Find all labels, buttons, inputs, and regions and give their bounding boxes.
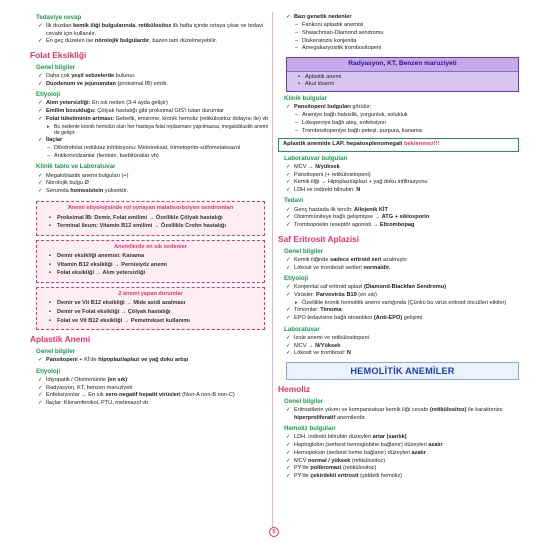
list-subitem: – Diskeratozis konjenita <box>278 38 519 45</box>
list-item: ✓ Konjenital saf eritroid aplazi (Diamond-Blackfan Sendromu) <box>278 284 519 291</box>
list-item: ✓ Lökosit ve trombosit: N <box>278 350 519 357</box>
list-item: ✓ Megaloblastik anemi bulguları (+) <box>30 173 271 180</box>
folat-title: Folat Eksikliği <box>30 49 87 60</box>
column-divider <box>272 12 273 532</box>
hemolitik-anemiler-banner <box>286 362 519 380</box>
list-item: ✓ Nörolojik bulgu Ø <box>30 180 271 187</box>
box-list <box>43 300 258 325</box>
list-item: • Folat eksikliği → Alım yetersizliği <box>43 270 258 277</box>
tedavi-list <box>278 207 519 230</box>
saf-lab-title: Laboratuvar <box>284 325 320 333</box>
box-list <box>43 215 258 231</box>
list-item: • Folat ve Vit B12 eksikliği → Pemetrekset kullanımı <box>43 318 258 325</box>
ilaclar-title: İlaçlar <box>46 137 63 144</box>
list-item: ✓ Pansitopeni bulguları görülür: <box>278 104 519 111</box>
list-item: • Demir eksikliği anemisi: Kanama <box>43 253 258 260</box>
list-subitem: – Fankoni aplastik anemisi <box>278 22 519 29</box>
saf-etiyoloji-title: Etiyoloji <box>284 274 309 282</box>
list-item: ✓ LDH ve indirekt bilirubin: N <box>278 187 519 194</box>
list-item: • Demir ve Vit B12 eksikliği → Mide asidi azalması <box>43 300 258 307</box>
warning-note <box>278 138 519 152</box>
list-item: ✓ İdiyopatik / Otoimmünite (en sık) <box>30 377 271 384</box>
klinik-bulgular-title: Klinik bulgular <box>284 95 327 103</box>
list-item: • Demir ve Folat eksikliği → Çölyak hastalığı <box>43 309 258 316</box>
list-item: • Proksimal İB: Demir, Folat emilimi → Özellikle Çölyak hastalığı <box>43 215 258 222</box>
list-item: ✓ İzole anemi ve retikülositopeni <box>278 335 519 342</box>
klinik-bulgular-list <box>278 104 519 135</box>
list-item: • Terminal ileum: Vitamin B12 emilimi → Özellikle Crohn hastalığı <box>43 223 258 230</box>
list-item: ✓ Serumda homosistein yüksektir. <box>30 188 271 195</box>
iki-anemi-box <box>36 287 265 330</box>
list-item: ✓ Daha çok yeşil sebzelerde bulunur. <box>30 73 271 80</box>
tedaviye-list <box>30 23 271 46</box>
list-item: ✓ Otoimmüniteye bağlı gelişmişse → ATG + siklosporin <box>278 214 519 221</box>
list-item: ✓ Haptoglobin (serbest hemoglobine bağlanır) düzeyleri azalır <box>278 442 519 449</box>
list-item: ✓ Alım yetersizliği: En sık neden (3-4 ayda gelişir) <box>30 100 271 107</box>
genetik-title: Bazı genetik nedenler <box>294 14 352 21</box>
list-item: • Akut lösemi <box>293 81 512 88</box>
list-item: ✓ Pansitopeni (+ retikülositopeni) <box>278 172 519 179</box>
list-subitem: – Aneniye bağlı halsizlik, yorgunluk, solukluk <box>278 112 519 119</box>
list-item: ✓ Kemik iliğinde sadece eritroid seri azalmıştır <box>278 257 519 264</box>
hemoliz-genel-list <box>278 407 519 422</box>
hemoliz-bulgu-list <box>278 434 519 480</box>
list-item: ✓ En geç düzelen ise nörolojik bulgulardır, bazen tam düzelmeyebilir. <box>30 38 271 45</box>
klinik-tablo-title: Klinik tablo ve Laboratuvar <box>36 163 116 171</box>
list-item: ✓ İlaçlar: Kloramfenikol, PTU, metimazol vb <box>30 400 271 407</box>
list-item: ✓ PY'de çekirdekli eritrosit (şiddetli hemoliz) <box>278 473 519 480</box>
list-subitem: – Amegakaryositik trombositopeni <box>278 45 519 52</box>
list-item: ✓ MCV normal / yüksek (retikülositoz) <box>278 458 519 465</box>
right-column <box>278 14 519 481</box>
tedavi-title: Tedavi <box>284 197 304 205</box>
folat-etiyoloji-list <box>30 100 271 160</box>
saf-genel-list <box>278 257 519 272</box>
hemoliz-genel-title: Genel bilgiler <box>284 398 324 406</box>
folat-genel-title: Genel bilgiler <box>36 63 76 71</box>
list-subitem: – Dihidrofolat redüktaz inhibisyonu: Metotreksat, trimetoprim-sülfometaksazol <box>30 145 271 152</box>
list-item: ✓ Kemik iliği → Hipoplazi/aplazi + yağ doku infiltrasyonu <box>278 179 519 186</box>
saf-etiyoloji-list <box>278 284 519 322</box>
list-item: ✓ Trombopoetin reseptör agonisti → Eltrombopag <box>278 222 519 229</box>
aplastik-genel-title: Genel bilgiler <box>36 348 76 356</box>
box-title: 2 anemi yapan durumlar <box>118 291 183 297</box>
radyasyon-title: Radyasyon, KT, Benzen maruziyeti <box>287 58 518 72</box>
list-item: ✓ Duodenum ve jejunumdan (proksimal İB) emilir. <box>30 81 271 88</box>
list-item: ✓ MCV → N/Yüksek <box>278 343 519 350</box>
list-item <box>30 137 271 144</box>
box-title: Anemi etiyolojisinde rol oynayan malabsorbsiyon sendromları <box>67 205 234 212</box>
malabsorbsiyon-box <box>36 201 265 236</box>
list-item: ✓ Folat tüketiminin artması: Gebelik, emzirme, kronik hemoliz (retikülositoz dolayısı ile) vb <box>30 116 271 123</box>
list-item: ✓ PY'de polikromazi (retikülositoz) <box>278 465 519 472</box>
list-item: ✓ EPO tedavisine bağlı otoantikor (Anti-EPO) gelişimi <box>278 315 519 322</box>
genetik-list <box>278 14 519 52</box>
list-item: ✓ MCV → N/yüksek <box>278 164 519 171</box>
list-item: ✓ Enfeksiyonlar → En sık sero-negatif hepatit virüsleri (Non-A non-B non-C) <box>30 392 271 399</box>
list-item: ✓ Eritrositlerin yıkımı ve kompansatuar kemik iliği cevabı (retikülositoz) ile karakterize hiperproliferatif anemilerdir. <box>278 407 519 422</box>
aplastik-etiyoloji-title: Etiyoloji <box>36 367 61 375</box>
list-subitem: – Trombositopeniye bağlı peteşi, purpura, kanama <box>278 128 519 135</box>
radyasyon-list <box>293 74 512 89</box>
left-column <box>30 14 271 408</box>
saf-lab-list <box>278 335 519 358</box>
list-subitem: ▸ Bu nedenle kronik hemolizi olan her hastaya folat replasmanı yapılmazsa, megaloblastik anemi de gelişir. <box>30 124 271 137</box>
list-item: ✓ Radyasyon, KT, benzen maruziyeti <box>30 385 271 392</box>
box-title: Anemilerde en sık nedenler <box>114 243 187 250</box>
warning-emphasis: beklenmez!!! <box>404 140 440 147</box>
warning-text: Aplastik anemide LAP, hepatosplenomegali <box>283 140 405 147</box>
hemoliz-bulgu-title: Hemoliz bulguları <box>284 425 336 433</box>
list-subitem: – Lökopeniye bağlı ateş, enfeksiyon <box>278 120 519 127</box>
folat-etiyoloji-title: Etiyoloji <box>36 91 61 99</box>
list-item: ✓ Timomlar: Timoma <box>278 307 519 314</box>
hemolitik-anemiler-title: HEMOLİTİK ANEMİLER <box>350 365 455 376</box>
page-number: 5 <box>269 527 279 537</box>
anemi-nedenler-box <box>36 240 265 283</box>
folat-genel-list <box>30 73 271 88</box>
klinik-tablo-list <box>30 173 271 196</box>
list-subitem: ▸ Özellikle kronik hemolitik anemi varlığında (Çünkü bu virüs eritroid öncülleri etkiler) <box>278 300 519 307</box>
list-item: • Aplastik anemi <box>293 74 512 81</box>
lab-bulgular-list <box>278 164 519 195</box>
saf-eritrosit-title: Saf Eritrosit Aplazisi <box>278 233 360 244</box>
saf-genel-title: Genel bilgiler <box>284 247 324 255</box>
list-item: ✓ LDH, indirekt bilirubin düzeyleri artar (sarılık) <box>278 434 519 441</box>
list-item: ✓ Hemopeksin (serbest heme bağlanır) düzeyleri azalır <box>278 450 519 457</box>
list-item: ✓ Emilim bozukluğu: Çölyak hastalığı gibi proksimal GIS'i tutan durumlar <box>30 108 271 115</box>
box-list <box>43 253 258 278</box>
list-item: ✓ Lökosit ve trombosit serileri normaldir. <box>278 265 519 272</box>
hemoliz-title: Hemoliz <box>278 384 311 395</box>
list-item: ✓ Pansitopeni + Kİ'de hipoplazi/aplazi ve yağ doku artışı <box>30 357 271 364</box>
list-item: • Vitamin B12 eksikliği → Pernisiyöz anemi <box>43 262 258 269</box>
list-item <box>278 14 519 21</box>
tedaviye-title: Tedaviye cevap <box>36 14 82 21</box>
list-subitem: – Shwachman-Diamond sendromu <box>278 30 519 37</box>
list-item: ✓ Virüsler: Parvovirüs B19 (en sık) <box>278 292 519 299</box>
list-item: ✓ İlk dozdan kemik iliği bulgularında, retikülositoz ilk hafta içinde ortaya çıkar ve tedavi cevabı için kullanılır. <box>30 23 271 38</box>
aplastik-genel-list <box>30 357 271 364</box>
lab-bulgular-title: Laboratuvar bulguları <box>284 154 348 162</box>
list-subitem: – Antikonvülzanlar (fenitoin, barbitüratlar vb) <box>30 153 271 160</box>
aplastik-etiyoloji-list <box>30 377 271 408</box>
aplastik-title: Aplastik Anemi <box>30 334 91 345</box>
list-item: ✓ Genç hastada ilk tercih: Allojenik KİT <box>278 207 519 214</box>
radyasyon-box <box>286 57 519 92</box>
